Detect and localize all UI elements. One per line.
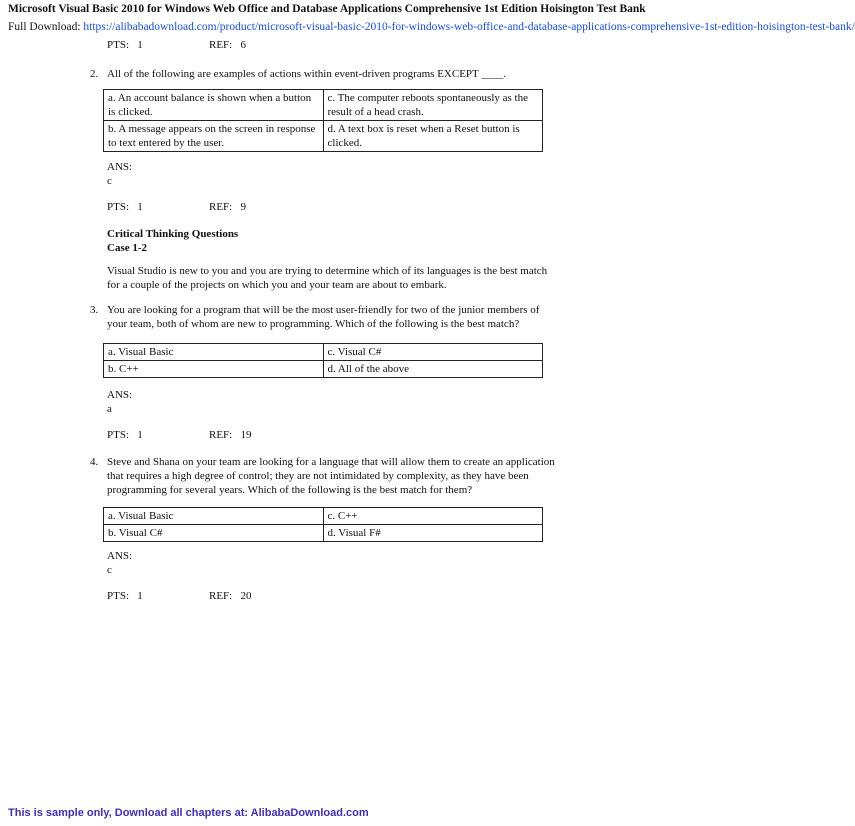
ref-value: 6: [240, 39, 246, 51]
option-a: a. Visual Basic: [104, 344, 324, 361]
section-heading: Critical Thinking Questions: [107, 228, 239, 240]
download-link[interactable]: https://alibabadownload.com/product/microsoft-visual-basic-2010-for-windows-web-office-and-database-applications-comprehensive-1st-edition-hoisington-test-bank/: [83, 21, 855, 33]
question-4-text: Steve and Shana on your team are looking for a language that will allow them to create an application that requires a high degree of control; they are not intimidated by complexity, as they have been programming for several years. Which of the following is the best match for them?: [107, 456, 555, 496]
question-3-number: 3.: [90, 304, 99, 316]
ref-value: 20: [240, 590, 252, 602]
pts-label: PTS:: [107, 39, 130, 51]
ref-label: REF:: [209, 201, 233, 213]
answer-value: c: [107, 175, 112, 187]
question-4-options: [103, 507, 543, 542]
option-a: a. Visual Basic: [104, 508, 324, 525]
option-a: a. An account balance is shown when a button is clicked.: [104, 90, 324, 121]
option-d: d. All of the above: [323, 361, 543, 378]
ref-group: [209, 200, 246, 214]
ref-label: REF:: [209, 429, 233, 441]
options-row: [104, 361, 543, 378]
question-4-number: 4.: [90, 456, 99, 468]
options-row: [104, 344, 543, 361]
pts-value: 1: [137, 429, 143, 441]
option-c: c. The computer reboots spontaneously as the result of a head crash.: [323, 90, 543, 121]
case-intro: Visual Studio is new to you and you are trying to determine which of its languages is the best match for a couple of the projects on which you and your team are about to embark.: [107, 265, 548, 291]
options-row: [104, 508, 543, 525]
pts-label: PTS:: [107, 590, 130, 602]
download-label: Full Download:: [8, 21, 81, 33]
answer-value: a: [107, 403, 112, 415]
option-c: c. C++: [323, 508, 543, 525]
answer-label: ANS:: [107, 161, 133, 173]
question-2-number: 2.: [90, 68, 99, 80]
option-b: b. Visual C#: [104, 525, 324, 542]
option-b: b. C++: [104, 361, 324, 378]
answer-label: ANS:: [107, 389, 133, 401]
options-row: [104, 90, 543, 121]
document-title: Microsoft Visual Basic 2010 for Windows Web Office and Database Applications Comprehensive 1st Edition Hoisington Test Bank: [8, 3, 646, 15]
ref-group: [209, 38, 246, 52]
pts-ref-line-q4: [107, 589, 252, 603]
ref-value: 9: [240, 201, 246, 213]
question-3-options: [103, 343, 543, 378]
pts-ref-line-q3: [107, 428, 252, 442]
options-row: [104, 121, 543, 152]
answer-value: c: [107, 564, 112, 576]
ref-label: REF:: [209, 590, 233, 602]
ref-label: REF:: [209, 39, 233, 51]
option-d: d. A text box is reset when a Reset button is clicked.: [323, 121, 543, 152]
footer-notice: This is sample only, Download all chapters at: AlibabaDownload.com: [8, 807, 369, 819]
question-3-text: You are looking for a program that will be the most user-friendly for two of the junior members of your team, both of whom are new to programming. Which of the following is the best match?: [107, 304, 540, 330]
pts-value: 1: [137, 201, 143, 213]
option-d: d. Visual F#: [323, 525, 543, 542]
pts-ref-line-q1: [107, 38, 246, 52]
download-line: [8, 20, 855, 34]
answer-label: ANS:: [107, 550, 133, 562]
pts-label: PTS:: [107, 429, 130, 441]
question-2-options: [103, 89, 543, 152]
pts-ref-line-q2: [107, 200, 246, 214]
pts-value: 1: [137, 39, 143, 51]
options-row: [104, 525, 543, 542]
ref-group: [209, 589, 251, 603]
question-2-text: All of the following are examples of actions within event-driven programs EXCEPT ____.: [107, 68, 507, 80]
pts-value: 1: [137, 590, 143, 602]
option-c: c. Visual C#: [323, 344, 543, 361]
pts-label: PTS:: [107, 201, 130, 213]
case-label: Case 1-2: [107, 242, 148, 254]
ref-group: [209, 428, 251, 442]
ref-value: 19: [240, 429, 252, 441]
option-b: b. A message appears on the screen in response to text entered by the user.: [104, 121, 324, 152]
